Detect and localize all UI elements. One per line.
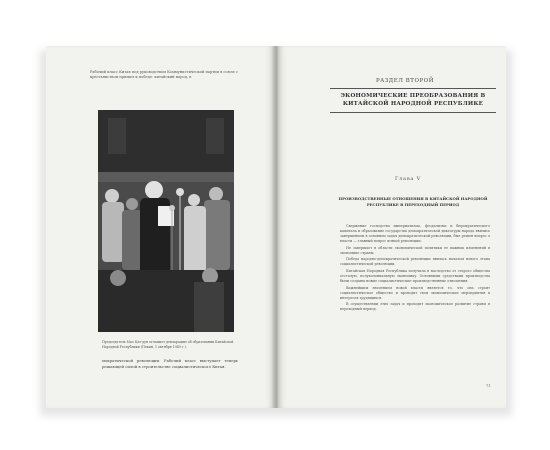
left-page — [46, 46, 274, 408]
page-number: 71 — [486, 384, 491, 388]
photo-caption: Председатель Мао Цзэ-дун оглашает декларацию об образовании Китайской Народной Республики (Пекин, 1 октября 1949 г.). — [102, 340, 234, 349]
photo-illustration — [98, 110, 234, 332]
paragraph: Свержение господства империализма, феодализма и бюрократического капитала и образование государства демократической диктатуры народа явились завершением в основном задач демократической революции, был решен вопрос о власти — главный вопрос всякой революции. — [340, 224, 490, 244]
paragraph: Китайская Народная Республика получила в наследство от старого общества отсталую, полуколониальную экономику. Основными средствами производства были созданы новые социалистические производственные отношения. — [340, 268, 490, 284]
historical-photo — [98, 110, 234, 332]
paragraph: В осуществлении этих задач и проходит экономическое развитие страны в переходный период. — [340, 302, 490, 312]
section-label: РАЗДЕЛ ВТОРОЙ — [375, 78, 435, 84]
open-book — [46, 46, 506, 408]
paragraph: Важнейшим значением новой власти является то, что она строит социалистическое общество и проводит свои экономические мероприятия в интересах трудящихся. — [340, 285, 490, 300]
paragraph: Победа народно-демократической революции явилась началом нового этапа социалистической революции. — [340, 257, 490, 267]
part-title: ЭКОНОМИЧЕСКИЕ ПРЕОБРАЗОВАНИЯ В КИТАЙСКОЙ НАРОДНОЙ РЕСПУБЛИКЕ — [340, 93, 486, 107]
left-page-bottom-text: мократической революции. Рабочий класс выступает теперь решающей силой в строительстве социалистического Китая. — [102, 358, 238, 369]
chapter-label: Глава V — [394, 176, 422, 182]
bottom-rule — [330, 112, 496, 113]
right-page — [278, 46, 506, 408]
chapter-title: ПРОИЗВОДСТВЕННЫЕ ОТНОШЕНИЯ В КИТАЙСКОЙ НАРОДНОЙ РЕСПУБЛИКЕ В ПЕРЕХОДНЫЙ ПЕРИОД — [338, 196, 488, 207]
left-page-top-text: Рабочий класс Китая под руководством Коммунистической партии в союзе с крестьянством пришел к победе: китайский народ, в — [90, 70, 238, 80]
top-rule — [330, 88, 496, 89]
paragraph: Не завершает в области экономической политики ее важных изменений в экономике страны. — [340, 245, 490, 255]
chapter-body — [340, 224, 490, 314]
